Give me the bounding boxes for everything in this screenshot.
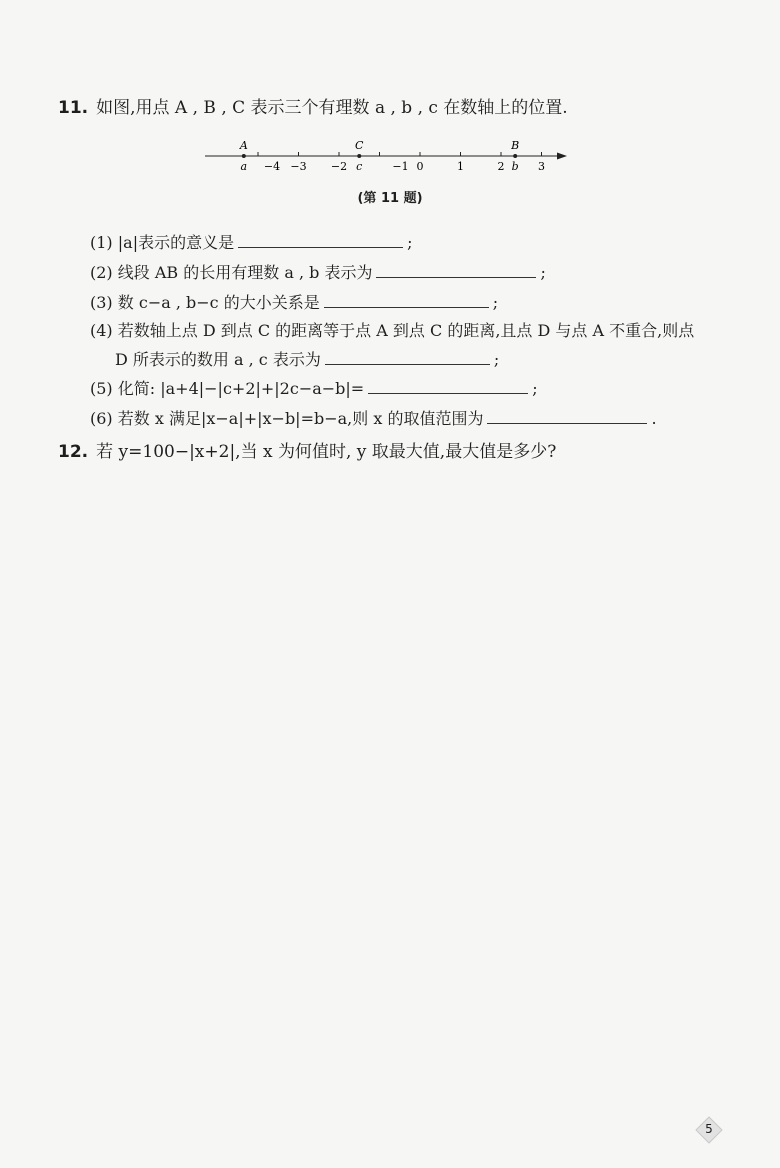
subquestion-1-text: |a|表示的意义是: [117, 233, 235, 252]
subquestion-6-end: .: [651, 409, 657, 428]
problem-11-text: 如图,用点 A , B , C 表示三个有理数 a , b , c 在数轴上的位置.: [96, 98, 568, 118]
point-var-c: c: [356, 160, 363, 173]
point-label-C: C: [355, 139, 364, 152]
subquestion-4-continued: [115, 347, 499, 370]
tick-label: 3: [538, 160, 545, 173]
point-label-A: A: [239, 139, 248, 152]
subquestion-2-id: (2): [90, 263, 113, 282]
number-line-figure: [195, 135, 580, 187]
subquestion-5-end: ;: [532, 379, 538, 398]
answer-blank-1[interactable]: [238, 233, 403, 248]
subquestion-1-id: (1): [90, 233, 113, 252]
page-number: 5: [705, 1122, 713, 1136]
point-var-a: a: [240, 160, 248, 173]
point-a-dot: [242, 154, 246, 158]
subquestion-4-text: 若数轴上点 D 到点 C 的距离等于点 A 到点 C 的距离,且点 D 与点 A 不重合,则点: [117, 321, 695, 340]
subquestion-6-text: 若数 x 满足|x−a|+|x−b|=b−a,则 x 的取值范围为: [117, 409, 484, 428]
point-var-b: b: [511, 160, 519, 173]
subquestion-2-text: 线段 AB 的长用有理数 a , b 表示为: [117, 263, 373, 282]
subquestion-5-id: (5): [90, 379, 113, 398]
subquestion-4-id: (4): [90, 321, 113, 340]
tick-label: 0: [416, 160, 424, 173]
problem-11: [58, 93, 568, 118]
figure-caption: (第 11 题): [357, 191, 423, 206]
answer-blank-2[interactable]: [376, 263, 536, 278]
subquestion-6: [90, 406, 657, 429]
answer-blank-3[interactable]: [324, 293, 489, 308]
point-label-B: B: [511, 139, 520, 152]
subquestion-3-text: 数 c−a , b−c 的大小关系是: [117, 293, 320, 312]
problem-12-number: 12.: [58, 442, 89, 462]
problem-11-number: 11.: [58, 98, 89, 118]
subquestion-1-end: ;: [407, 233, 413, 252]
subquestion-5-text: 化简: |a+4|−|c+2|+|2c−a−b|=: [117, 379, 365, 398]
point-b-dot: [513, 154, 517, 158]
subquestion-2-end: ;: [540, 263, 546, 282]
subquestion-3-id: (3): [90, 293, 113, 312]
subquestion-1: [90, 230, 412, 253]
problem-12-text: 若 y=100−|x+2|,当 x 为何值时, y 取最大值,最大值是多少?: [96, 442, 557, 462]
tick-label: 2: [497, 160, 505, 173]
subquestion-2: [90, 260, 546, 283]
tick-label: −2: [330, 160, 348, 173]
tick-label: −1: [392, 160, 409, 173]
point-c-dot: [357, 154, 361, 158]
tick-label: −4: [263, 160, 281, 173]
axis-arrow-icon: [557, 153, 567, 160]
answer-blank-6[interactable]: [487, 409, 647, 424]
answer-blank-5[interactable]: [368, 379, 528, 394]
answer-blank-4[interactable]: [325, 350, 490, 365]
tick-label: −3: [290, 160, 307, 173]
problem-12: [58, 437, 556, 462]
subquestion-4-text-cont: D 所表示的数用 a , c 表示为: [115, 350, 321, 369]
subquestion-6-id: (6): [90, 409, 113, 428]
tick-label: 1: [457, 160, 464, 173]
subquestion-3-end: ;: [492, 293, 499, 312]
subquestion-4-end: ;: [493, 350, 500, 369]
subquestion-4: [90, 318, 694, 341]
subquestion-3: [90, 290, 498, 313]
subquestion-5: [90, 376, 538, 399]
